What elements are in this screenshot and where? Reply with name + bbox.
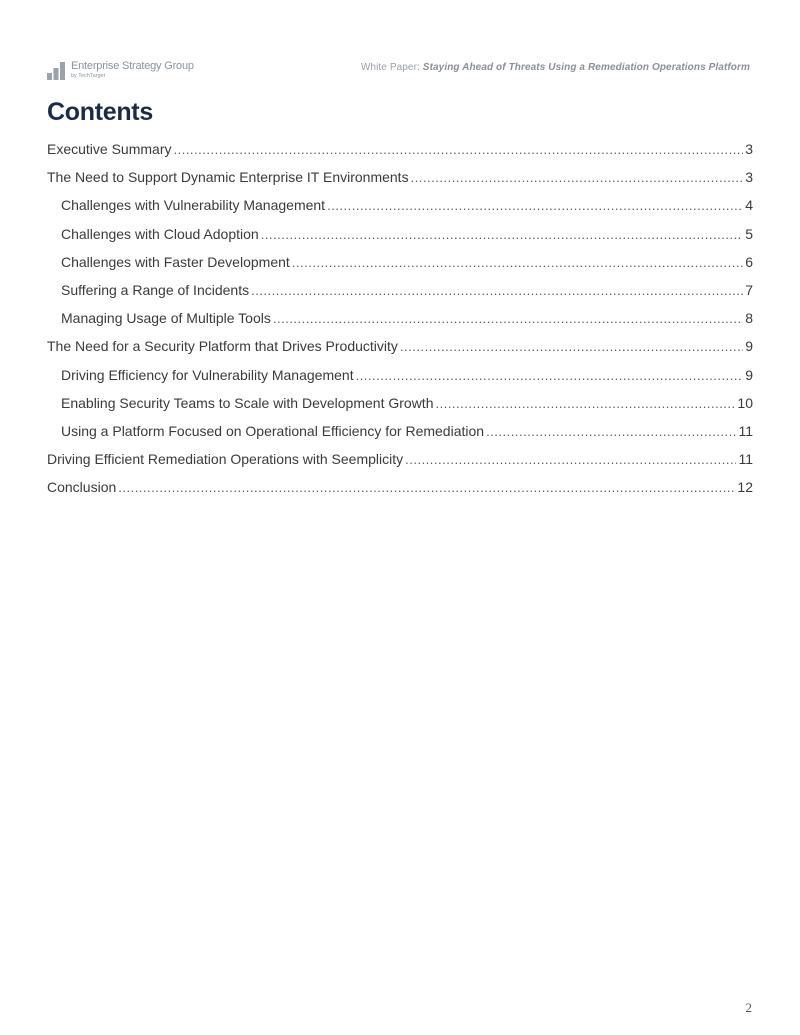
toc-entry[interactable] xyxy=(47,279,753,307)
toc-entry[interactable] xyxy=(47,448,753,476)
toc-entry-label: Challenges with Cloud Adoption xyxy=(61,225,259,242)
toc-dot-leader xyxy=(411,167,744,189)
toc-entry-page-number: 6 xyxy=(745,253,753,270)
toc-entry[interactable] xyxy=(47,420,753,448)
toc-dot-leader xyxy=(173,139,743,161)
document-header xyxy=(361,62,750,73)
toc-entry-page-number: 9 xyxy=(745,366,753,383)
toc-entry[interactable] xyxy=(47,166,753,194)
header-document-title: Staying Ahead of Threats Using a Remediation Operations Platform xyxy=(422,62,750,73)
toc-dot-leader xyxy=(405,449,736,471)
toc-entry-page-number: 9 xyxy=(745,338,753,355)
toc-entry-label: Suffering a Range of Incidents xyxy=(61,281,250,298)
toc-entry[interactable] xyxy=(47,476,753,504)
toc-dot-leader xyxy=(486,421,736,443)
toc-dot-leader xyxy=(292,252,743,274)
toc-entry[interactable] xyxy=(47,251,753,279)
toc-dot-leader xyxy=(435,393,735,415)
toc-entry-page-number: 11 xyxy=(738,422,753,439)
toc-entry-page-number: 11 xyxy=(738,451,753,468)
toc-entry[interactable] xyxy=(47,307,753,335)
toc-entry-page-number: 7 xyxy=(745,281,753,298)
toc-entry-page-number: 5 xyxy=(745,225,753,242)
toc-entry-page-number: 3 xyxy=(745,169,753,186)
toc-entry[interactable] xyxy=(47,364,753,392)
toc-dot-leader xyxy=(400,336,743,358)
toc-entry-page-number: 8 xyxy=(745,310,753,327)
toc-entry-label: The Need for a Security Platform that Drives Productivity xyxy=(47,338,398,355)
esg-logo xyxy=(47,60,207,82)
toc-entry-label: Challenges with Vulnerability Management xyxy=(61,197,326,214)
table-of-contents xyxy=(47,138,753,504)
page-title: Contents xyxy=(47,98,153,126)
logo-text: Enterprise Strategy Group xyxy=(71,60,194,72)
toc-entry-label: Enabling Security Teams to Scale with Development Growth xyxy=(61,394,434,411)
toc-dot-leader xyxy=(118,477,735,499)
toc-entry-label: Driving Efficient Remediation Operations with Seemplicity xyxy=(47,451,404,468)
toc-dot-leader xyxy=(251,280,743,302)
toc-entry[interactable] xyxy=(47,392,753,420)
toc-entry-label: Executive Summary xyxy=(47,141,172,157)
page-number: 2 xyxy=(745,1000,752,1015)
toc-entry[interactable] xyxy=(47,223,753,251)
toc-entry-label: Using a Platform Focused on Operational Efficiency for Remediation xyxy=(61,422,485,439)
toc-entry-label: Conclusion xyxy=(47,479,117,496)
toc-entry-label: The Need to Support Dynamic Enterprise IT Environments xyxy=(47,169,409,186)
toc-entry-page-number: 3 xyxy=(745,141,753,157)
toc-entry-page-number: 4 xyxy=(745,197,753,214)
toc-entry[interactable] xyxy=(47,335,753,363)
toc-dot-leader xyxy=(261,224,744,246)
header-prefix: White Paper: xyxy=(360,62,420,73)
bar-chart-logo-icon xyxy=(47,60,67,80)
toc-entry-page-number: 10 xyxy=(737,394,753,411)
toc-entry[interactable] xyxy=(47,138,753,166)
toc-entry[interactable] xyxy=(47,194,753,222)
toc-dot-leader xyxy=(327,195,743,217)
toc-entry-label: Driving Efficiency for Vulnerability Management xyxy=(61,366,354,383)
toc-entry-label: Challenges with Faster Development xyxy=(61,253,290,270)
toc-dot-leader xyxy=(356,365,744,387)
toc-entry-page-number: 12 xyxy=(737,479,753,496)
logo-subtext: by TechTarget xyxy=(71,73,106,79)
toc-entry-label: Managing Usage of Multiple Tools xyxy=(61,310,271,327)
toc-dot-leader xyxy=(273,308,743,330)
